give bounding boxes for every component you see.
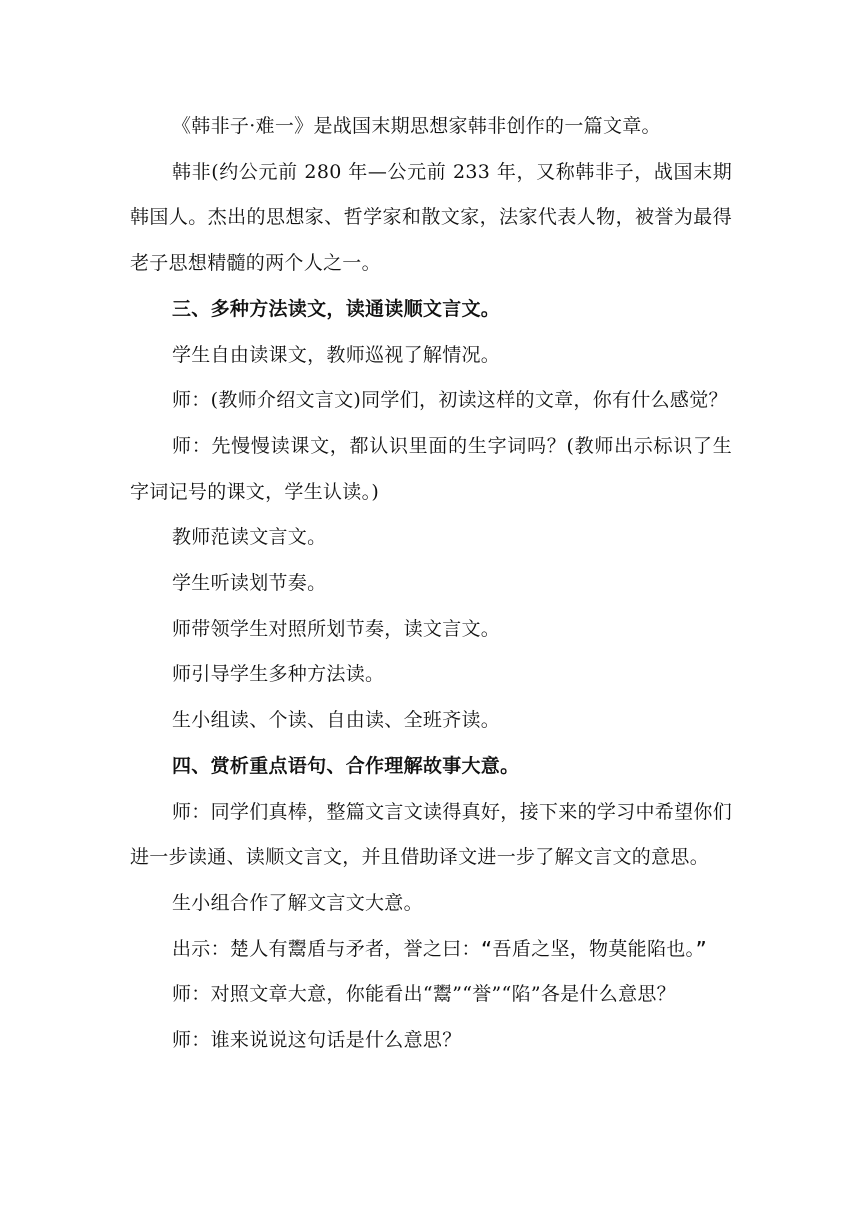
teacher-line: 师：对照文章大意，你能看出“鬻”“誉”“陷”各是什么意思？ <box>172 983 676 1006</box>
teacher-line: 师：同学们真棒，整篇文言文读得真好，接下来的学习中希望你们进一步读通、读顺文言文，并且借助译文进一步了解文言文的意思。 <box>130 800 732 869</box>
teacher-line: 师：谁来说说这句话是什么意思？ <box>172 1029 462 1052</box>
step-paragraph: 师带领学生对照所划节奏，读文言文。 <box>172 617 501 640</box>
teacher-line: 师：先慢慢读课文，都认识里面的生字词吗？(教师出示标识了生字词记号的课文，学生认读。) <box>130 434 732 503</box>
step-paragraph: 教师范读文言文。 <box>172 526 327 549</box>
author-paragraph: 韩非(约公元前 280 年—公元前 233 年，又称韩非子，战国末期韩国人。杰出的思想家、哲学家和散文家，法家代表人物，被誉为最得老子思想精髓的两个人之一。 <box>130 160 732 275</box>
step-paragraph: 师引导学生多种方法读。 <box>172 663 385 686</box>
document-body <box>130 104 732 1064</box>
section-heading-4: 四、赏析重点语句、合作理解故事大意。 <box>172 754 520 777</box>
step-paragraph: 生小组合作了解文言文大意。 <box>172 891 423 914</box>
intro-paragraph: 《韩非子·难一》是战国末期思想家韩非创作的一篇文章。 <box>172 115 661 137</box>
section-heading-3: 三、多种方法读文，读通读顺文言文。 <box>172 297 501 320</box>
teacher-line: 师：(教师介绍文言文)同学们，初读这样的文章，你有什么感觉？ <box>172 389 728 412</box>
step-paragraph: 生小组读、个读、自由读、全班齐读。 <box>172 709 501 732</box>
step-paragraph: 学生听读划节奏。 <box>172 572 327 595</box>
step-paragraph: 学生自由读课文，教师巡视了解情况。 <box>172 343 501 366</box>
quote-paragraph: 出示：楚人有鬻盾与矛者，誉之曰：“吾盾之坚，物莫能陷也。” <box>172 937 708 960</box>
